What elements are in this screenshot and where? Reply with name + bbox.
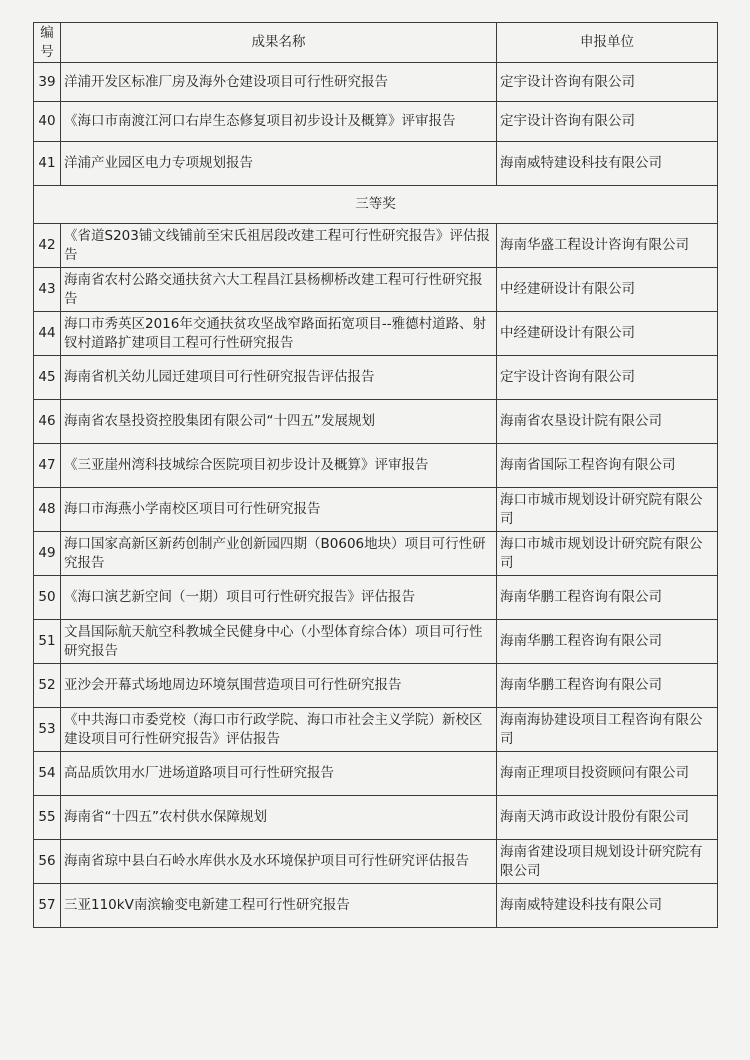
row-name: 《省道S203铺文线铺前至宋氏祖居段改建工程可行性研究报告》评估报告: [61, 224, 497, 268]
table-row: [34, 268, 718, 312]
row-name: 亚沙会开幕式场地周边环境氛围营造项目可行性研究报告: [61, 664, 497, 708]
table-row: [34, 312, 718, 356]
row-unit: 海南华鹏工程咨询有限公司: [497, 576, 718, 620]
header-no: 编号: [34, 23, 61, 63]
row-name: 海口市海燕小学南校区项目可行性研究报告: [61, 488, 497, 532]
row-no: 42: [34, 224, 61, 268]
row-name: 海口国家高新区新药创制产业创新园四期（B0606地块）项目可行性研究报告: [61, 532, 497, 576]
row-name: 海口市秀英区2016年交通扶贫攻坚战窄路面拓宽项目--雅德村道路、射钗村道路扩建项目工程可行性研究报告: [61, 312, 497, 356]
row-unit: 海南天鸿市政设计股份有限公司: [497, 796, 718, 840]
row-no: 41: [34, 142, 61, 186]
row-no: 50: [34, 576, 61, 620]
row-name: 三亚110kV南滨输变电新建工程可行性研究报告: [61, 884, 497, 928]
table-row: [34, 142, 718, 186]
row-name: 海南省琼中县白石岭水库供水及水环境保护项目可行性研究评估报告: [61, 840, 497, 884]
row-unit: 中经建研设计有限公司: [497, 312, 718, 356]
row-unit: 海南省农垦设计院有限公司: [497, 400, 718, 444]
row-no: 46: [34, 400, 61, 444]
row-no: 44: [34, 312, 61, 356]
row-name: 高品质饮用水厂进场道路项目可行性研究报告: [61, 752, 497, 796]
row-unit: 海南华鹏工程咨询有限公司: [497, 620, 718, 664]
row-no: 48: [34, 488, 61, 532]
row-no: 52: [34, 664, 61, 708]
table-row: [34, 708, 718, 752]
row-name: 洋浦开发区标准厂房及海外仓建设项目可行性研究报告: [61, 63, 497, 102]
row-no: 56: [34, 840, 61, 884]
row-unit: 海南华鹏工程咨询有限公司: [497, 664, 718, 708]
table-row: [34, 444, 718, 488]
header-name: 成果名称: [61, 23, 497, 63]
row-name: 洋浦产业园区电力专项规划报告: [61, 142, 497, 186]
table-row: [34, 356, 718, 400]
table-row: [34, 752, 718, 796]
table-row: [34, 102, 718, 142]
row-unit: 海南威特建设科技有限公司: [497, 142, 718, 186]
table-row: [34, 63, 718, 102]
row-name: 文昌国际航天航空科教城全民健身中心（小型体育综合体）项目可行性研究报告: [61, 620, 497, 664]
section-title: 三等奖: [34, 186, 718, 224]
table-row: [34, 400, 718, 444]
section-row: [34, 186, 718, 224]
row-name: 海南省机关幼儿园迁建项目可行性研究报告评估报告: [61, 356, 497, 400]
table-row: [34, 664, 718, 708]
row-no: 43: [34, 268, 61, 312]
row-unit: 海口市城市规划设计研究院有限公司: [497, 532, 718, 576]
row-name: 《三亚崖州湾科技城综合医院项目初步设计及概算》评审报告: [61, 444, 497, 488]
table-header-row: [34, 23, 718, 63]
table-row: [34, 224, 718, 268]
row-name: 《中共海口市委党校（海口市行政学院、海口市社会主义学院）新校区建设项目可行性研究报告》评估报告: [61, 708, 497, 752]
table-row: [34, 884, 718, 928]
row-name: 《海口市南渡江河口右岸生态修复项目初步设计及概算》评审报告: [61, 102, 497, 142]
row-no: 55: [34, 796, 61, 840]
row-no: 47: [34, 444, 61, 488]
row-unit: 海南华盛工程设计咨询有限公司: [497, 224, 718, 268]
row-name: 海南省农垦投资控股集团有限公司“十四五”发展规划: [61, 400, 497, 444]
table-row: [34, 796, 718, 840]
row-unit: 定宇设计咨询有限公司: [497, 102, 718, 142]
row-unit: 海南省国际工程咨询有限公司: [497, 444, 718, 488]
row-unit: 定宇设计咨询有限公司: [497, 63, 718, 102]
row-unit: 海南省建设项目规划设计研究院有限公司: [497, 840, 718, 884]
row-no: 39: [34, 63, 61, 102]
row-unit: 中经建研设计有限公司: [497, 268, 718, 312]
table-row: [34, 532, 718, 576]
table-row: [34, 576, 718, 620]
table-row: [34, 488, 718, 532]
awards-table: [33, 22, 718, 928]
row-no: 45: [34, 356, 61, 400]
row-unit: 海南威特建设科技有限公司: [497, 884, 718, 928]
row-no: 51: [34, 620, 61, 664]
row-unit: 海南海协建设项目工程咨询有限公司: [497, 708, 718, 752]
row-name: 海南省农村公路交通扶贫六大工程昌江县杨柳桥改建工程可行性研究报告: [61, 268, 497, 312]
row-name: 海南省“十四五”农村供水保障规划: [61, 796, 497, 840]
row-unit: 定宇设计咨询有限公司: [497, 356, 718, 400]
row-no: 57: [34, 884, 61, 928]
row-no: 53: [34, 708, 61, 752]
row-no: 49: [34, 532, 61, 576]
table-row: [34, 840, 718, 884]
table-row: [34, 620, 718, 664]
row-no: 40: [34, 102, 61, 142]
row-unit: 海口市城市规划设计研究院有限公司: [497, 488, 718, 532]
row-unit: 海南正理项目投资顾问有限公司: [497, 752, 718, 796]
header-unit: 申报单位: [497, 23, 718, 63]
row-name: 《海口演艺新空间（一期）项目可行性研究报告》评估报告: [61, 576, 497, 620]
row-no: 54: [34, 752, 61, 796]
